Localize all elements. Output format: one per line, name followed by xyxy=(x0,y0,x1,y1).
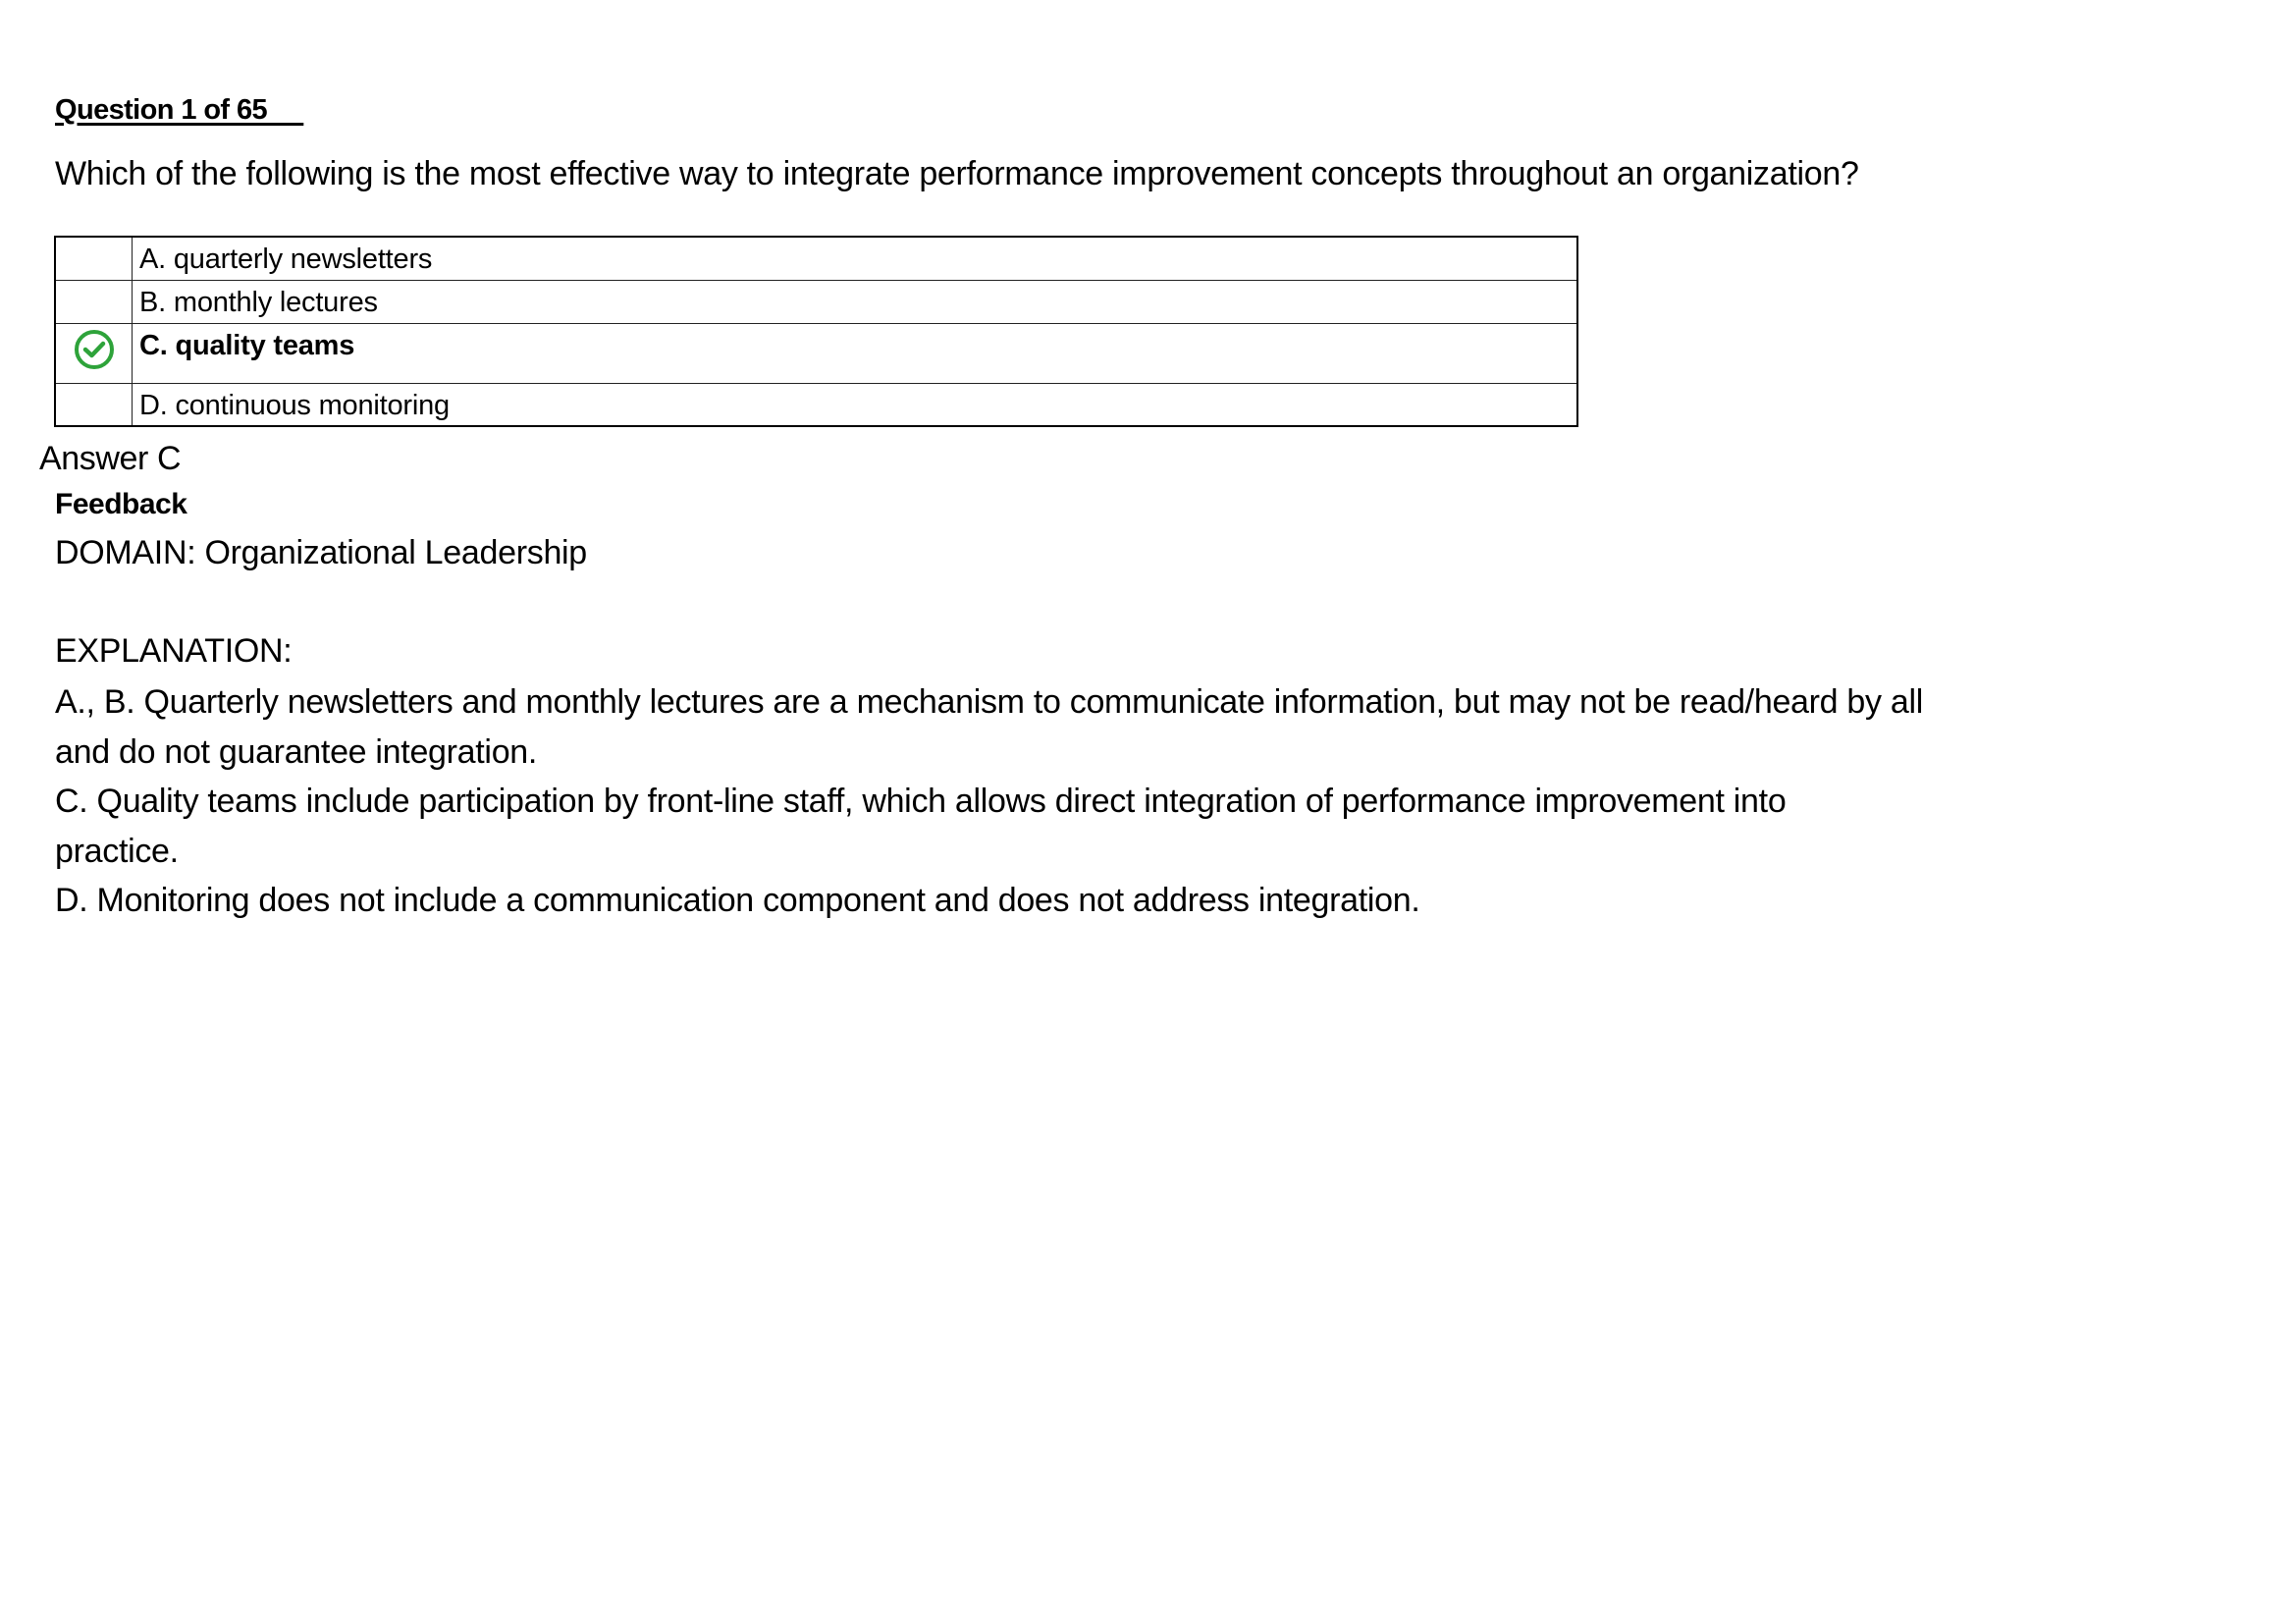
explanation-line: and do not guarantee integration. xyxy=(55,733,538,771)
option-label: D. continuous monitoring xyxy=(139,389,450,421)
domain-text: DOMAIN: Organizational Leadership xyxy=(55,534,587,571)
option-label: A. quarterly newsletters xyxy=(139,243,433,275)
option-label: B. monthly lectures xyxy=(139,286,378,318)
option-marker-cell xyxy=(55,280,133,323)
option-marker-cell xyxy=(55,383,133,426)
answer-options-table xyxy=(54,236,1578,427)
check-circle-icon xyxy=(73,328,116,371)
option-marker-cell xyxy=(55,323,133,383)
explanation-line: practice. xyxy=(55,833,179,870)
option-row-a[interactable] xyxy=(55,237,1577,280)
explanation-heading: EXPLANATION: xyxy=(55,632,293,670)
explanation-line: C. Quality teams include participation by front-line staff, which allows direct integration of performance improvement into xyxy=(55,783,1787,820)
option-row-c[interactable] xyxy=(55,323,1577,383)
option-row-d[interactable] xyxy=(55,383,1577,426)
question-header: Question 1 of 65 xyxy=(55,94,304,126)
option-label: C. quality teams xyxy=(139,329,355,361)
option-row-b[interactable] xyxy=(55,280,1577,323)
explanation-line: D. Monitoring does not include a communication component and does not address integration. xyxy=(55,882,1420,919)
explanation-line: A., B. Quarterly newsletters and monthly lectures are a mechanism to communicate information, but may not be read/heard by all xyxy=(55,683,1924,721)
option-marker-cell xyxy=(55,237,133,280)
question-text: Which of the following is the most effective way to integrate performance improvement concepts throughout an organization? xyxy=(55,155,1859,192)
feedback-heading: Feedback xyxy=(55,488,187,520)
answer-text: Answer C xyxy=(39,440,182,477)
